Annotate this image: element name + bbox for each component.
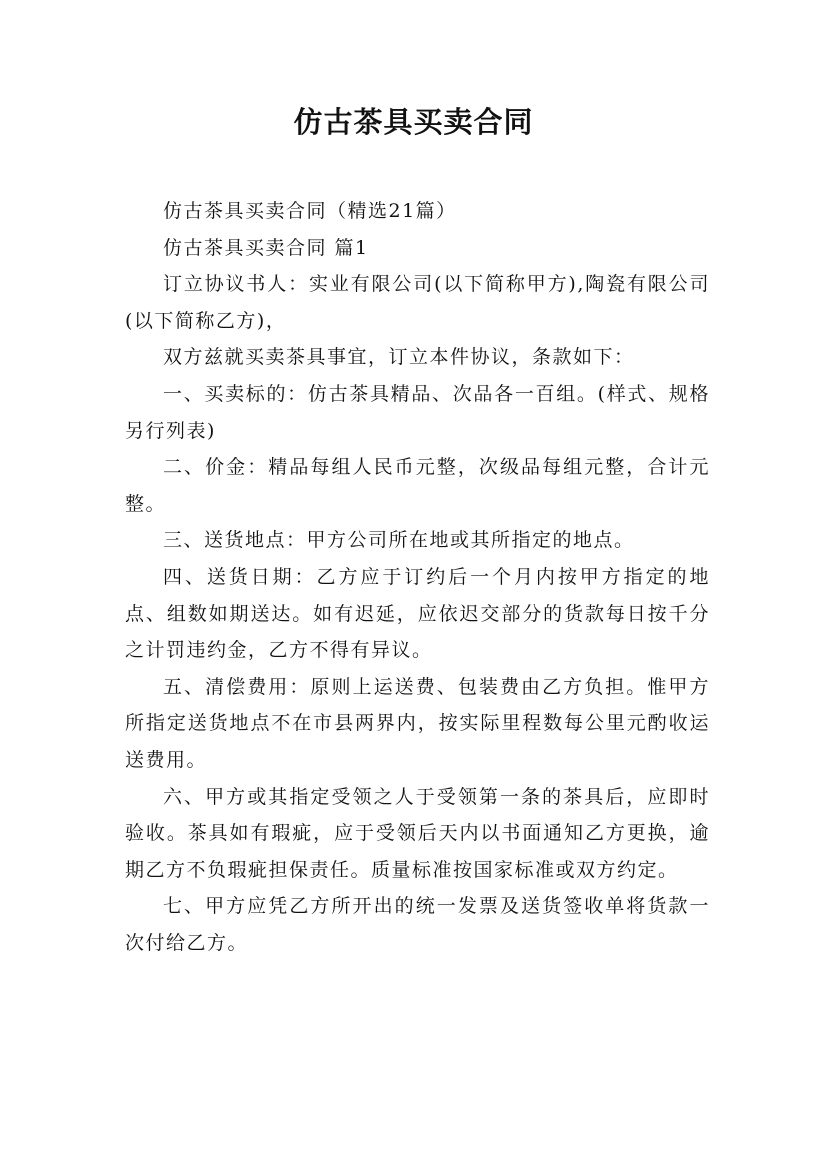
paragraph-clause-7: 七、甲方应凭乙方所开出的统一发票及送货签收单将货款一次付给乙方。 <box>125 895 710 954</box>
paragraph-clause-3: 三、送货地点：甲方公司所在地或其所指定的地点。 <box>163 529 635 552</box>
document-body <box>125 193 710 961</box>
paragraph-parties: 订立协议书人：实业有限公司(以下简称甲方),陶瓷有限公司(以下简称乙方)， <box>125 273 710 332</box>
paragraph-clause-6: 六、甲方或其指定受领之人于受领第一条的茶具后，应即时验收。茶具如有瑕疵，应于受领后天内以书面通知乙方更换，逾期乙方不负瑕疵担保责任。质量标准按国家标准或双方约定。 <box>125 785 710 881</box>
paragraph-clause-2: 二、价金：精品每组人民币元整，次级品每组元整，合计元整。 <box>125 456 710 515</box>
paragraph-section-heading: 仿古茶具买卖合同 篇1 <box>163 236 369 259</box>
paragraph-clause-1: 一、买卖标的：仿古茶具精品、次品各一百组。(样式、规格另行列表) <box>125 382 710 442</box>
paragraph-clause-5: 五、清偿费用：原则上运送费、包装费由乙方负担。惟甲方所指定送货地点不在市县两界内，按实际里程数每公里元酌收运送费用。 <box>125 675 710 771</box>
document-title: 仿古茶具买卖合同 <box>293 105 534 139</box>
paragraph-subtitle: 仿古茶具买卖合同（精选21篇） <box>163 200 457 222</box>
paragraph-intro: 双方兹就买卖茶具事宜，订立本件协议，条款如下： <box>163 346 635 369</box>
paragraph-clause-4: 四、送货日期：乙方应于订约后一个月内按甲方指定的地点、组数如期送达。如有迟延，应依迟交部分的货款每日按千分之计罚违约金，乙方不得有异议。 <box>125 565 710 662</box>
